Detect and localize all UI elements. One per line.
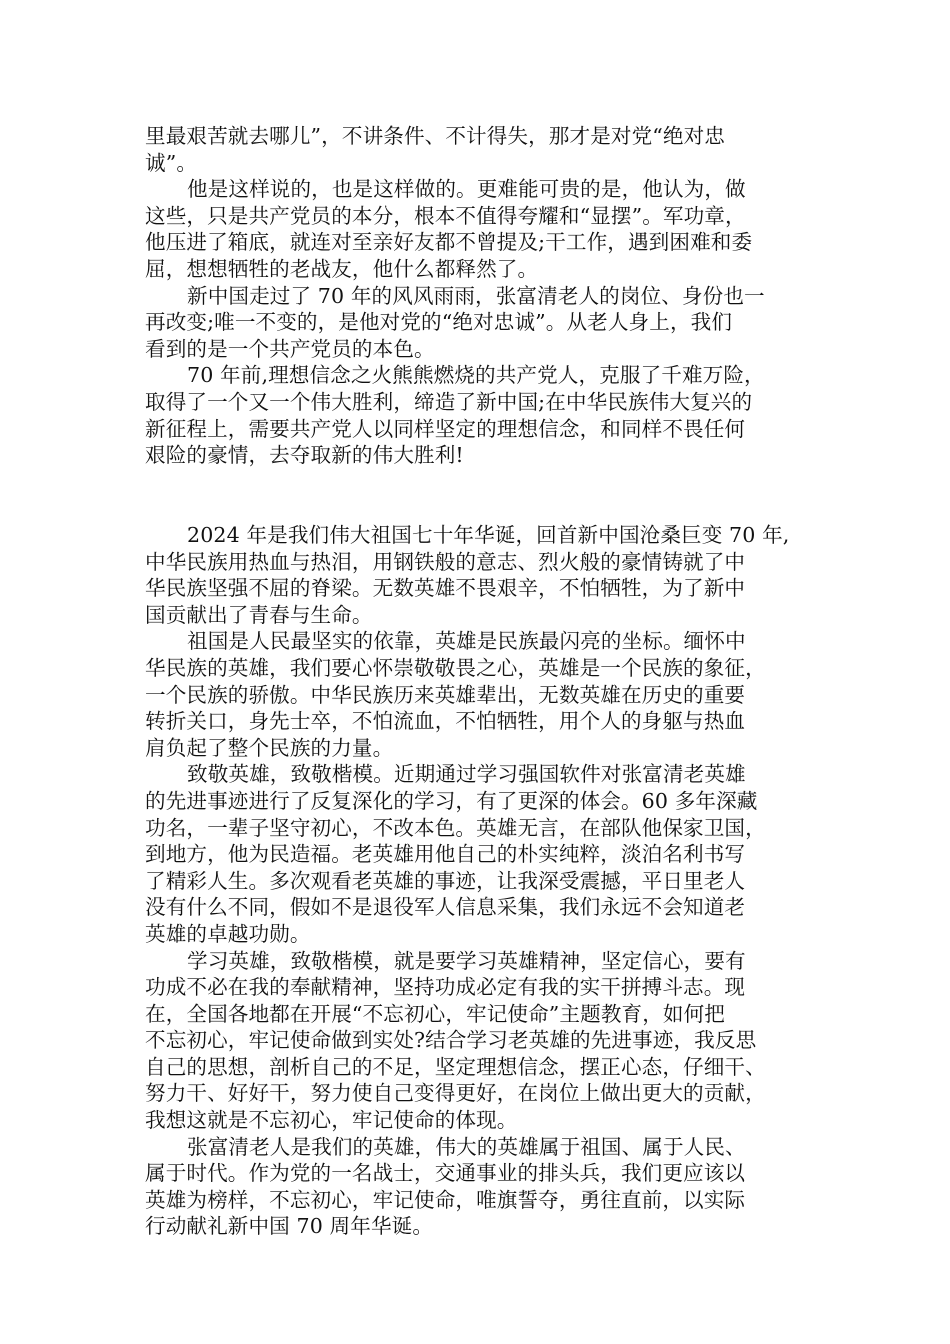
- text-section-2: [145, 522, 805, 1240]
- text-line: 2024 年是我们伟大祖国七十年华诞，回首新中国沧桑巨变 70 年,: [187, 523, 790, 547]
- text-line: 中华民族用热血与热泪，用钢铁般的意志、烈火般的豪情铸就了中: [145, 549, 746, 574]
- text-line: 再改变;唯一不变的，是他对党的“绝对忠诚”。从老人身上，我们: [145, 310, 733, 335]
- text-line: 行动献礼新中国 70 周年华诞。: [145, 1214, 434, 1239]
- text-line: 了精彩人生。多次观看老英雄的事迹，让我深受震撼，平日里老人: [145, 868, 746, 893]
- text-line: 70 年前,理想信念之火熊熊燃烧的共产党人，克服了千难万险，: [187, 363, 765, 388]
- text-line: 学习英雄，致敬楷模，就是要学习英雄精神，坚定信心，要有: [187, 948, 746, 973]
- text-line: 他压进了箱底，就连对至亲好友都不曾提及;干工作，遇到困难和委: [145, 230, 753, 255]
- text-line: 新中国走过了 70 年的风风雨雨，张富清老人的岗位、身份也一: [187, 283, 765, 308]
- text-line: 里最艰苦就去哪儿”，不讲条件、不计得失，那才是对党“绝对忠: [145, 124, 725, 148]
- text-line: 的先进事迹进行了反复深化的学习，有了更深的体会。60 多年深藏: [145, 788, 758, 813]
- text-line: 一个民族的骄傲。中华民族历来英雄辈出，无数英雄在历史的重要: [145, 682, 746, 707]
- text-line: 诚”。: [145, 150, 198, 175]
- text-line: 华民族的英雄，我们要心怀崇敬敬畏之心，英雄是一个民族的象征，: [145, 655, 766, 680]
- text-line: 屈，想想牺牲的老战友，他什么都释然了。: [145, 256, 539, 281]
- text-line: 新征程上，需要共产党人以同样坚定的理想信念，和同样不畏任何: [145, 416, 746, 441]
- text-line: 没有什么不同，假如不是退役军人信息采集，我们永远不会知道老: [145, 895, 746, 920]
- text-line: 不忘初心，牢记使命做到实处?结合学习老英雄的先进事迹，我反思: [145, 1028, 757, 1053]
- text-line: 努力干、好好干，努力使自己变得更好，在岗位上做出更大的贡献，: [145, 1081, 766, 1106]
- text-line: 在，全国各地都在开展“不忘初心，牢记使命”主题教育，如何把: [145, 1001, 725, 1026]
- text-line: 张富清老人是我们的英雄，伟大的英雄属于祖国、属于人民、: [187, 1134, 746, 1159]
- text-line: 他是这样说的，也是这样做的。更难能可贵的是，他认为，做: [187, 177, 746, 202]
- text-line: 这些，只是共产党员的本分，根本不值得夸耀和“显摆”。军功章，: [145, 203, 746, 228]
- text-line: 属于时代。作为党的一名战士，交通事业的排头兵，我们更应该以: [145, 1161, 746, 1186]
- text-line: 看到的是一个共产党员的本色。: [145, 336, 435, 361]
- text-line: 英雄的卓越功勋。: [145, 921, 311, 946]
- text-line: 我想这就是不忘初心，牢记使命的体现。: [145, 1108, 518, 1133]
- text-line: 肩负起了整个民族的力量。: [145, 735, 394, 760]
- text-line: 国贡献出了青春与生命。: [145, 602, 373, 627]
- text-line: 华民族坚强不屈的脊梁。无数英雄不畏艰辛，不怕牺牲，为了新中: [145, 576, 746, 601]
- text-line: 祖国是人民最坚实的依靠，英雄是民族最闪亮的坐标。缅怀中: [187, 629, 746, 654]
- text-line: 英雄为榜样，不忘初心，牢记使命，唯旗誓夺，勇往直前，以实际: [145, 1187, 746, 1212]
- text-line: 自己的思想，剖析自己的不足，坚定理想信念，摆正心态，仔细干、: [145, 1054, 766, 1079]
- text-line: 取得了一个又一个伟大胜利，缔造了新中国;在中华民族伟大复兴的: [145, 389, 753, 414]
- text-line: 转折关口，身先士卒，不怕流血，不怕牺牲，用个人的身躯与热血: [145, 709, 746, 734]
- text-line: 功成不必在我的奉献精神，坚持功成必定有我的实干拼搏斗志。现: [145, 975, 746, 1000]
- text-line: 到地方，他为民造福。老英雄用他自己的朴实纯粹，淡泊名利书写: [145, 842, 746, 867]
- text-line: 功名，一辈子坚守初心，不改本色。英雄无言，在部队他保家卫国，: [145, 815, 766, 840]
- text-section-1: [145, 123, 805, 469]
- text-line: 艰险的豪情，去夺取新的伟大胜利!: [145, 443, 464, 468]
- text-line: 致敬英雄，致敬楷模。近期通过学习强国软件对张富清老英雄: [187, 762, 746, 787]
